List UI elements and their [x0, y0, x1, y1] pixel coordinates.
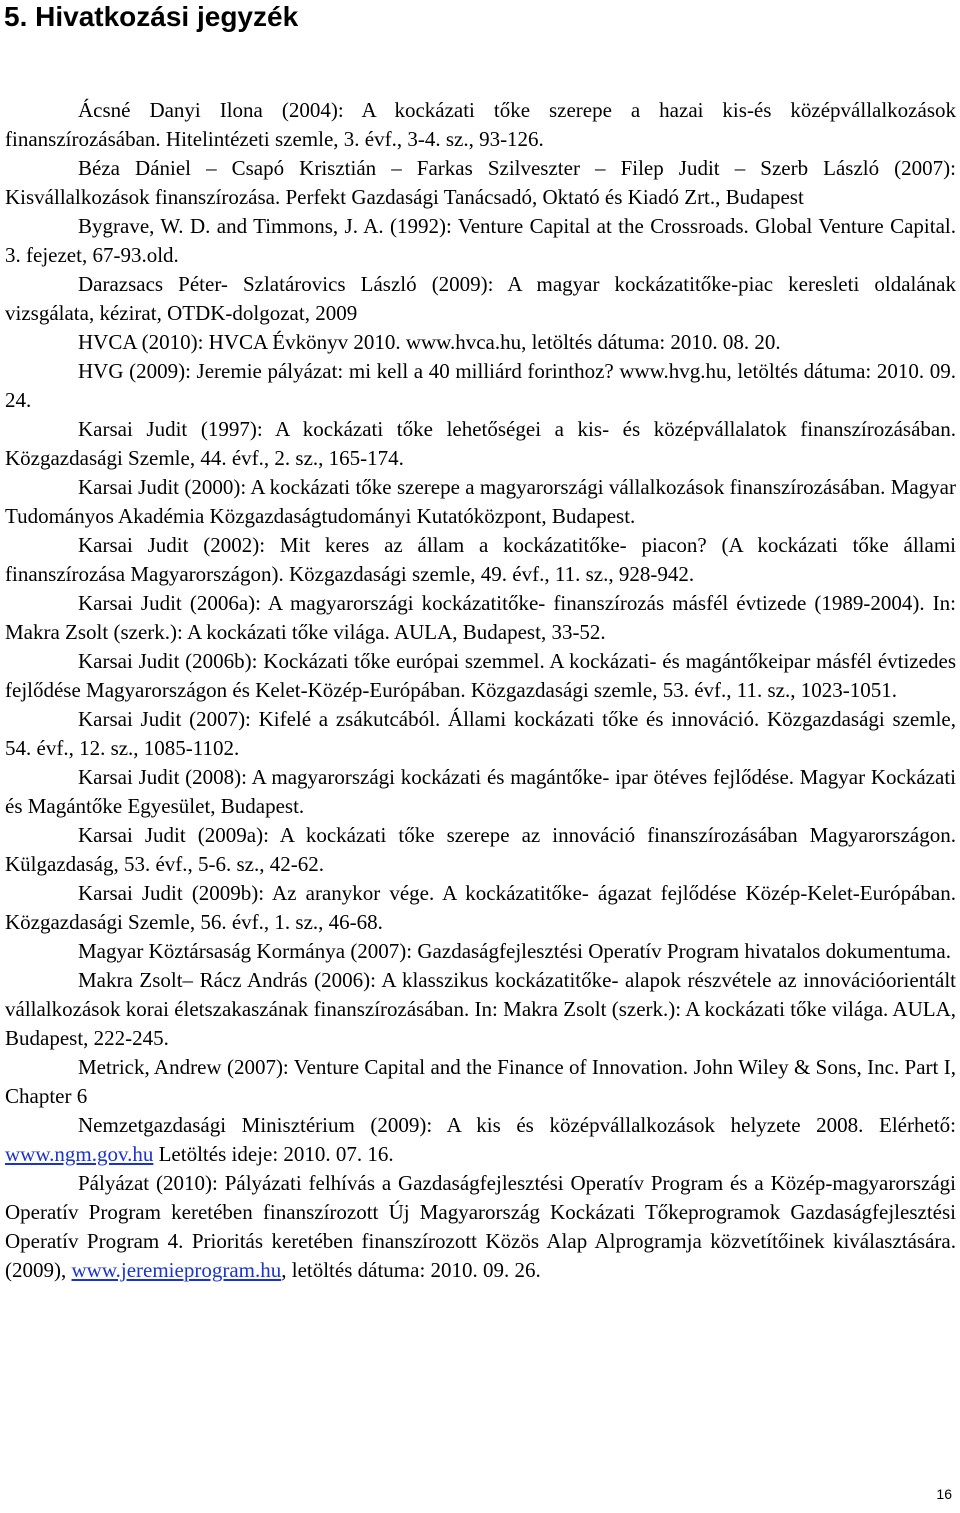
reference-item: Karsai Judit (2000): A kockázati tőke szerepe a magyarországi vállalkozások finanszírozásában. Magyar Tudományos Akadémia Közgazdaságtudományi Kutatóközpont, Budapest. [5, 475, 956, 528]
reference-item: Karsai Judit (2006b): Kockázati tőke európai szemmel. A kockázati- és magántőkeipar másfél évtizedes fejlődése Magyarországon és Kelet-Közép-Európában. Közgazdasági szemle, 53. évf., 11. sz., 1023-1051. [5, 649, 956, 702]
reference-text: Pályázat (2010): Pályázati felhívás a Gazdaságfejlesztési Operatív Program és a Közép-magyarországi Operatív Program keretében finanszírozott Új Magyarország Kockázati Tőkeprogramok Gazdaságfejlesztési Operatív Program 4. Prioritás keretében finanszírozott Közös Alap Alprogramja közvetítőinek kiválasztására. (2009), [5, 1171, 956, 1282]
reference-item-palyazat [5, 1169, 956, 1285]
reference-item: Karsai Judit (2007): Kifelé a zsákutcából. Állami kockázati tőke és innováció. Közgazdasági szemle, 54. évf., 12. sz., 1085-1102. [5, 707, 956, 760]
reference-item: Karsai Judit (2008): A magyarországi kockázati és magántőke- ipar ötéves fejlődése. Magyar Kockázati és Magántőke Egyesület, Budapest. [5, 765, 956, 818]
reference-item: HVCA (2010): HVCA Évkönyv 2010. www.hvca.hu, letöltés dátuma: 2010. 08. 20. [78, 330, 781, 354]
reference-item-ngm [5, 1111, 956, 1169]
page-title: 5. Hivatkozási jegyzék [4, 1, 299, 32]
reference-item: Karsai Judit (2009b): Az aranykor vége. A kockázatitőke- ágazat fejlődése Közép-Kelet-Európában. Közgazdasági Szemle, 56. évf., 1. sz., 46-68. [5, 881, 956, 934]
reference-item: Metrick, Andrew (2007): Venture Capital and the Finance of Innovation. John Wiley & Sons, Inc. Part I, Chapter 6 [5, 1055, 956, 1108]
reference-item: HVG (2009): Jeremie pályázat: mi kell a 40 milliárd forinthoz? www.hvg.hu, letöltés dátuma: 2010. 09. 24. [5, 359, 956, 412]
reference-text: , letöltés dátuma: 2010. 09. 26. [281, 1258, 541, 1282]
reference-text: Letöltés ideje: 2010. 07. 16. [153, 1142, 394, 1166]
reference-item: Magyar Köztársaság Kormánya (2007): Gazdaságfejlesztési Operatív Program hivatalos dokumentuma. [78, 939, 951, 963]
page-number: 16 [936, 1486, 952, 1502]
reference-list [5, 96, 956, 1285]
reference-text: Nemzetgazdasági Minisztérium (2009): A kis és középvállalkozások helyzete 2008. Elérhető: [78, 1113, 956, 1137]
reference-item: Ácsné Danyi Ilona (2004): A kockázati tőke szerepe a hazai kis-és középvállalkozások finanszírozásában. Hitelintézeti szemle, 3. évf., 3-4. sz., 93-126. [5, 98, 956, 151]
reference-item: Karsai Judit (2002): Mit keres az állam a kockázatitőke- piacon? (A kockázati tőke állami finanszírozása Magyarországon). Közgazdasági szemle, 49. évf., 11. sz., 928-942. [5, 533, 956, 586]
reference-item: Karsai Judit (2009a): A kockázati tőke szerepe az innováció finanszírozásában Magyarországon. Külgazdaság, 53. évf., 5-6. sz., 42-62. [5, 823, 956, 876]
ngm-link[interactable]: www.ngm.gov.hu [5, 1142, 154, 1166]
jeremieprogram-link[interactable]: www.jeremieprogram.hu [71, 1258, 282, 1282]
reference-item: Makra Zsolt– Rácz András (2006): A klasszikus kockázatitőke- alapok részvétele az innovációorientált vállalkozások korai életszakaszának finanszírozásában. In: Makra Zsolt (szerk.): A kockázati tőke világa. AULA, Budapest, 222-245. [5, 968, 956, 1050]
reference-item: Karsai Judit (2006a): A magyarországi kockázatitőke- finanszírozás másfél évtizede (1989-2004). In: Makra Zsolt (szerk.): A kockázati tőke világa. AULA, Budapest, 33-52. [5, 591, 956, 644]
reference-item: Bygrave, W. D. and Timmons, J. A. (1992): Venture Capital at the Crossroads. Global Venture Capital. 3. fejezet, 67-93.old. [5, 214, 956, 267]
reference-item: Karsai Judit (1997): A kockázati tőke lehetőségei a kis- és középvállalatok finanszírozásában. Közgazdasági Szemle, 44. évf., 2. sz., 165-174. [5, 417, 956, 470]
reference-item: Darazsacs Péter- Szlatárovics László (2009): A magyar kockázatitőke-piac keresleti oldalának vizsgálata, kézirat, OTDK-dolgozat, 2009 [5, 272, 956, 325]
reference-item: Béza Dániel – Csapó Krisztián – Farkas Szilveszter – Filep Judit – Szerb László (2007): Kisvállalkozások finanszírozása. Perfekt Gazdasági Tanácsadó, Oktató és Kiadó Zrt., Budapest [5, 156, 956, 209]
